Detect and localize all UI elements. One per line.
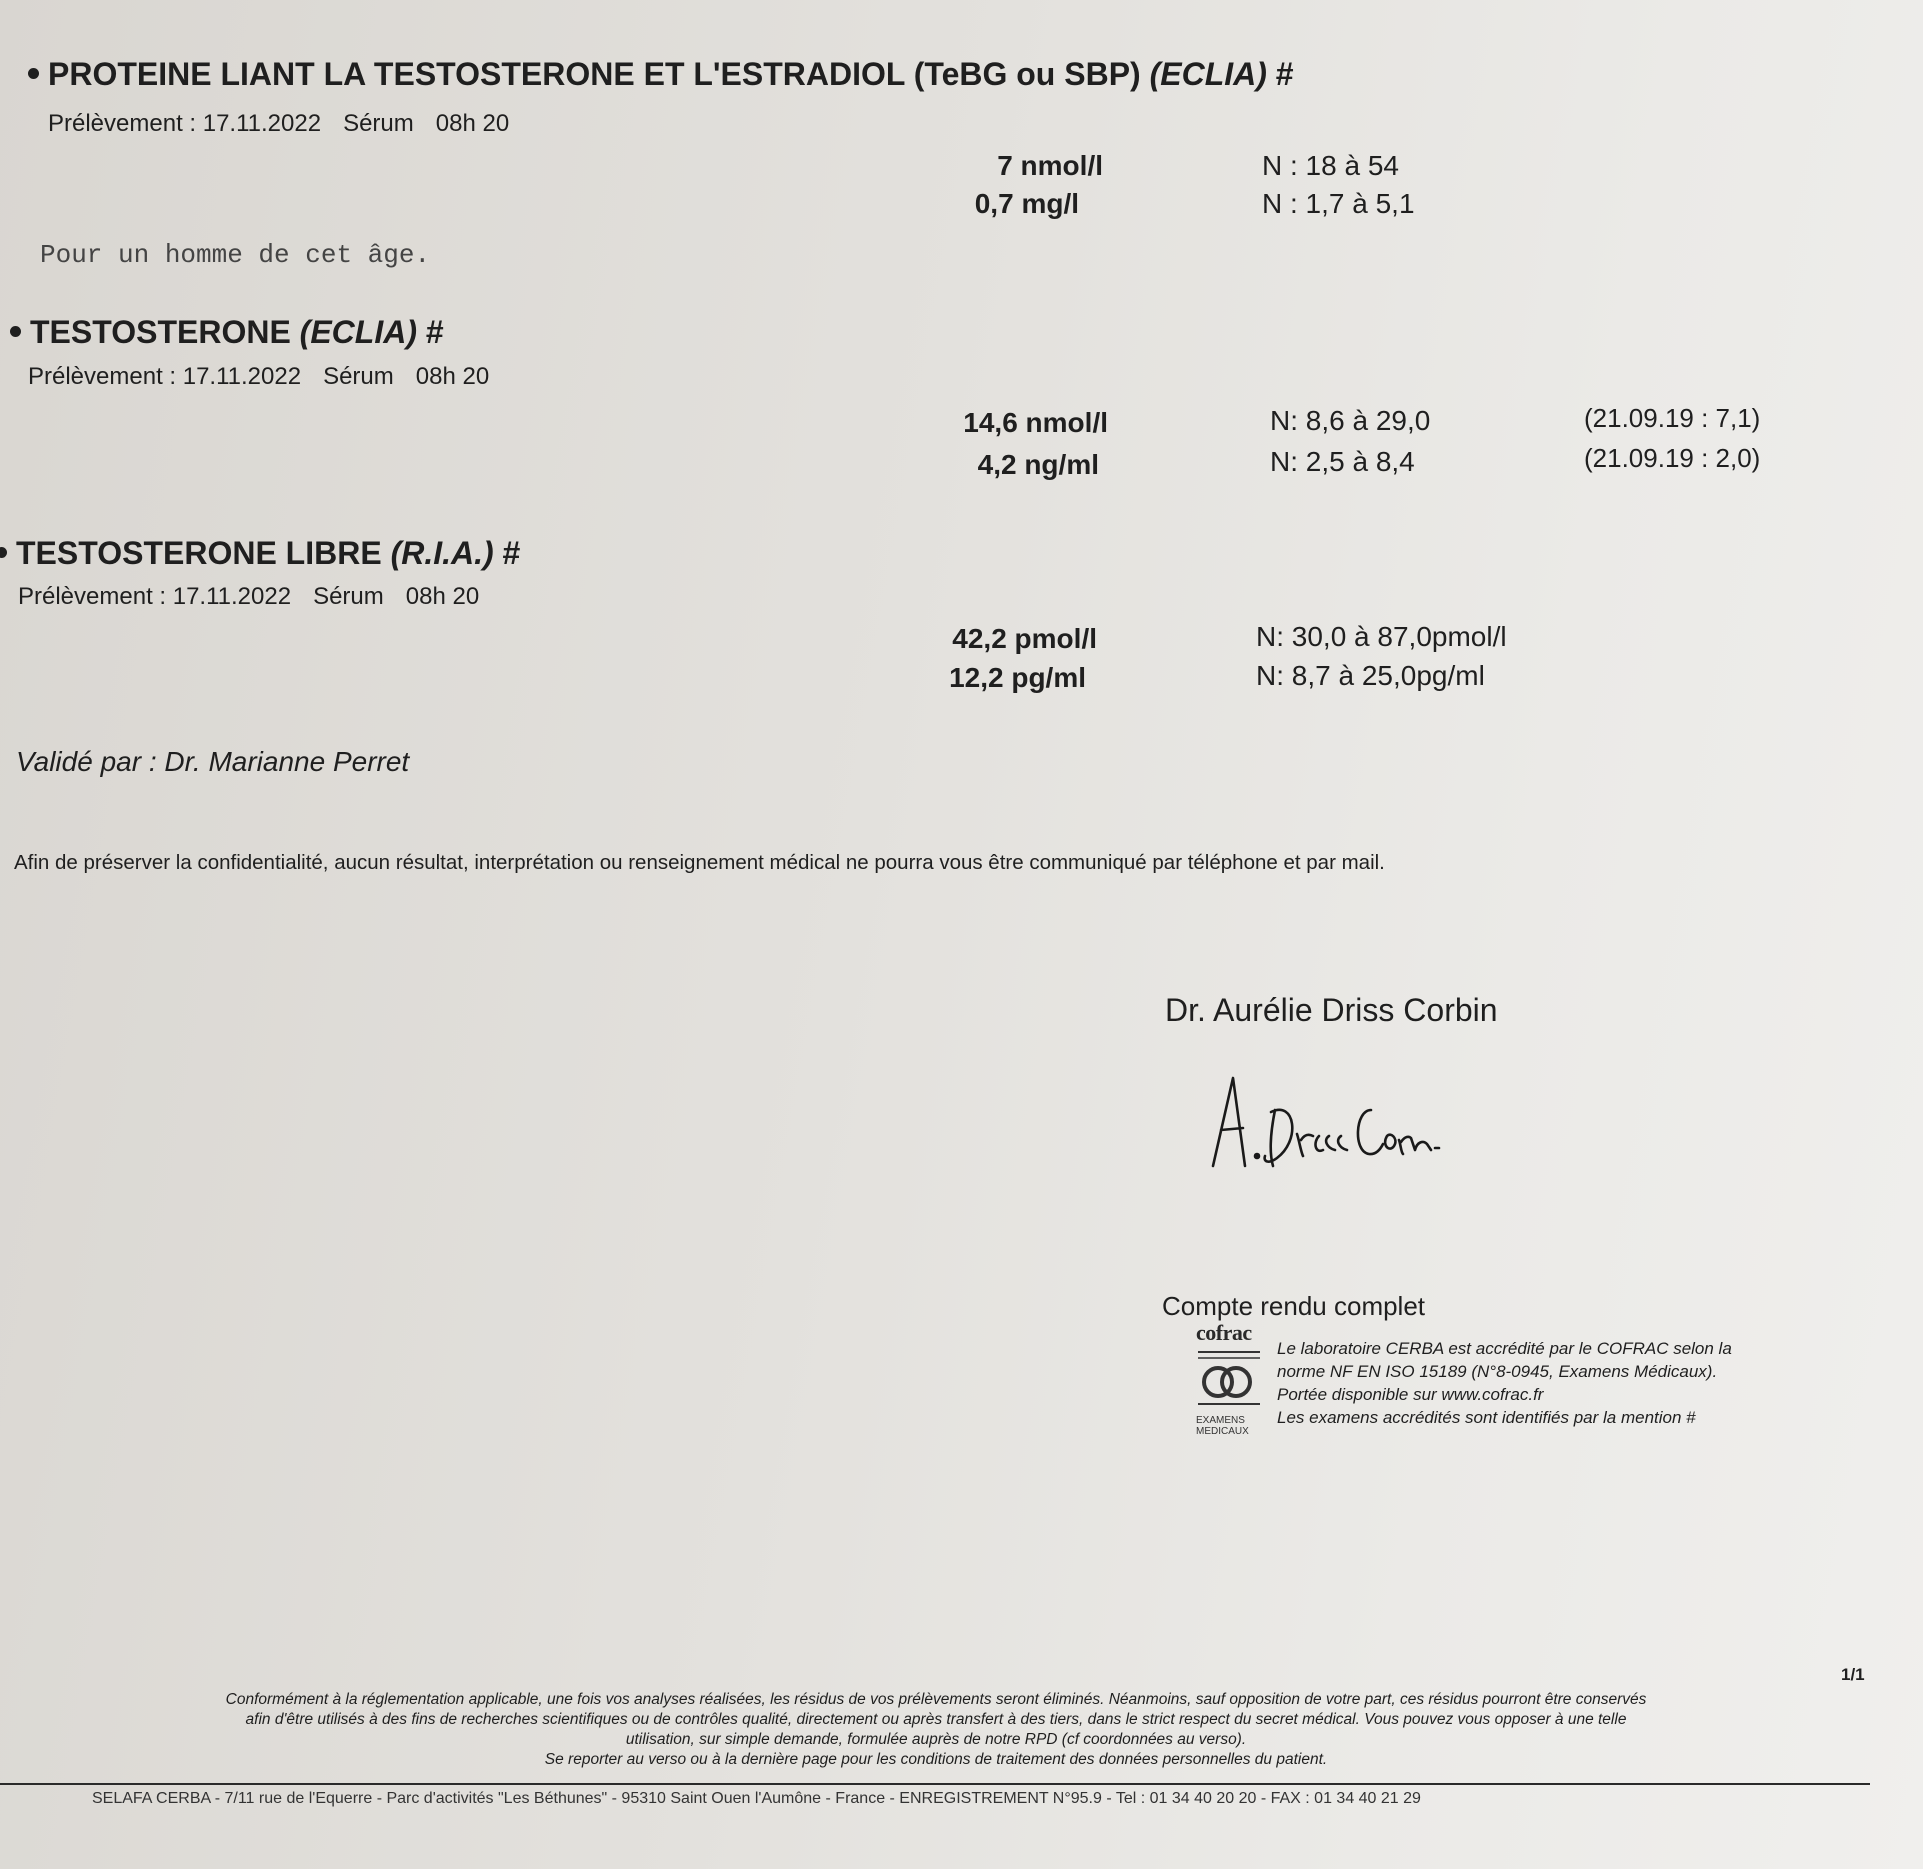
cofrac-logo	[1196, 1320, 1266, 1442]
footer-line-text: Conformément à la réglementation applicable, une fois vos analyses réalisées, les résidus de vos prélèvements seront éliminés. Néanmoins, sauf opposition de votre part, ces résidus pourront être conservés	[225, 1691, 1647, 1708]
result-value: 12,2 pg/ml	[949, 662, 1086, 693]
prelevement-line	[28, 363, 511, 391]
validated-by: Validé par : Dr. Marianne Perret	[16, 746, 410, 777]
prelevement-line	[18, 583, 501, 611]
test-method: (R.I.A.)	[390, 535, 494, 571]
result-value: 14,6 nmol/l	[963, 407, 1108, 438]
test-method: (ECLIA)	[299, 314, 417, 350]
normal-range: N: 30,0 à 87,0pmol/l	[1256, 621, 1507, 652]
footer-notice	[6, 1690, 1866, 1770]
footer-divider	[0, 1783, 1870, 1785]
test-title-free-testosterone	[0, 535, 520, 572]
previous-result: (21.09.19 : 7,1)	[1584, 403, 1761, 433]
normal-range: N: 2,5 à 8,4	[1270, 446, 1415, 477]
cofrac-line: norme NF EN ISO 15189 (N°8-0945, Examens Médicaux).	[1277, 1362, 1718, 1381]
test-name: PROTEINE LIANT LA TESTOSTERONE ET L'ESTRADIOL (TeBG ou SBP)	[48, 56, 1141, 92]
lab-address: SELAFA CERBA - 7/11 rue de l'Equerre - Parc d'activités "Les Béthunes" - 95310 Saint Ouen l'Aumône - France - ENREGISTREMENT N°95.9 - Tel : 01 34 40 20 20 - FAX : 01 34 40 21 29	[92, 1790, 1421, 1807]
sample-type: Sérum	[343, 110, 414, 137]
sample-type: Sérum	[313, 583, 384, 610]
bullet-icon	[10, 326, 21, 337]
sample-time: 08h 20	[435, 110, 510, 137]
prelevement-line	[48, 110, 531, 138]
prelevement-date: Prélèvement : 17.11.2022	[18, 583, 292, 610]
cofrac-line: Le laboratoire CERBA est accrédité par le COFRAC selon la	[1277, 1339, 1732, 1358]
result-value: 4,2 ng/ml	[977, 449, 1099, 480]
prelevement-date: Prélèvement : 17.11.2022	[48, 110, 322, 137]
result-value: 7 nmol/l	[997, 150, 1103, 181]
cofrac-logo-sub: EXAMENS MEDICAUX	[1196, 1415, 1249, 1437]
result-value: 42,2 pmol/l	[952, 623, 1097, 654]
bullet-icon	[28, 68, 39, 79]
test-method: (ECLIA)	[1149, 56, 1267, 92]
test-title-testosterone	[10, 314, 444, 351]
cofrac-emblem-icon	[1196, 1346, 1262, 1410]
cofrac-logo-word: cofrac	[1196, 1320, 1252, 1345]
report-status: Compte rendu complet	[1162, 1291, 1426, 1321]
normal-range: N : 18 à 54	[1262, 150, 1399, 181]
bullet-icon	[0, 547, 7, 558]
accreditation-mark: #	[502, 535, 521, 571]
footer-line-text: afin d'être utilisés à des fins de recherches scientifiques ou de contrôles qualité, directement ou après transfert à des tiers, dans le strict respect du secret médical. Vous pouvez vous opposer à une telle	[245, 1711, 1627, 1728]
sample-time: 08h 20	[405, 583, 480, 610]
footer-line-text: utilisation, sur simple demande, formulée auprès de notre RPD (cf coordonnées au verso).	[625, 1731, 1247, 1748]
test-name: TESTOSTERONE	[30, 314, 291, 350]
signature-image	[1205, 1070, 1445, 1180]
footer-line-text: Se reporter au verso ou à la dernière page pour les conditions de traitement des données personnelles du patient.	[544, 1751, 1328, 1768]
result-comment: Pour un homme de cet âge.	[40, 240, 431, 270]
cofrac-accreditation-text	[1277, 1337, 1732, 1429]
prelevement-date: Prélèvement : 17.11.2022	[28, 363, 302, 390]
cofrac-line: Portée disponible sur www.cofrac.fr	[1277, 1385, 1544, 1404]
normal-range: N : 1,7 à 5,1	[1262, 188, 1415, 219]
test-name: TESTOSTERONE LIBRE	[16, 535, 382, 571]
confidentiality-notice: Afin de préserver la confidentialité, aucun résultat, interprétation ou renseignement médical ne pourra vous être communiqué par téléphone et par mail.	[14, 851, 1385, 874]
cofrac-line: Les examens accrédités sont identifiés par la mention #	[1277, 1408, 1696, 1427]
sample-time: 08h 20	[415, 363, 490, 390]
doctor-name: Dr. Aurélie Driss Corbin	[1165, 992, 1498, 1028]
result-value: 0,7 mg/l	[974, 188, 1079, 219]
accreditation-mark: #	[425, 314, 444, 350]
normal-range: N: 8,6 à 29,0	[1270, 405, 1431, 436]
normal-range: N: 8,7 à 25,0pg/ml	[1256, 660, 1485, 691]
test-title-tebg	[28, 56, 1294, 93]
page-number: 1/1	[1841, 1665, 1865, 1684]
accreditation-mark: #	[1275, 56, 1294, 92]
previous-result: (21.09.19 : 2,0)	[1584, 443, 1761, 473]
sample-type: Sérum	[323, 363, 394, 390]
